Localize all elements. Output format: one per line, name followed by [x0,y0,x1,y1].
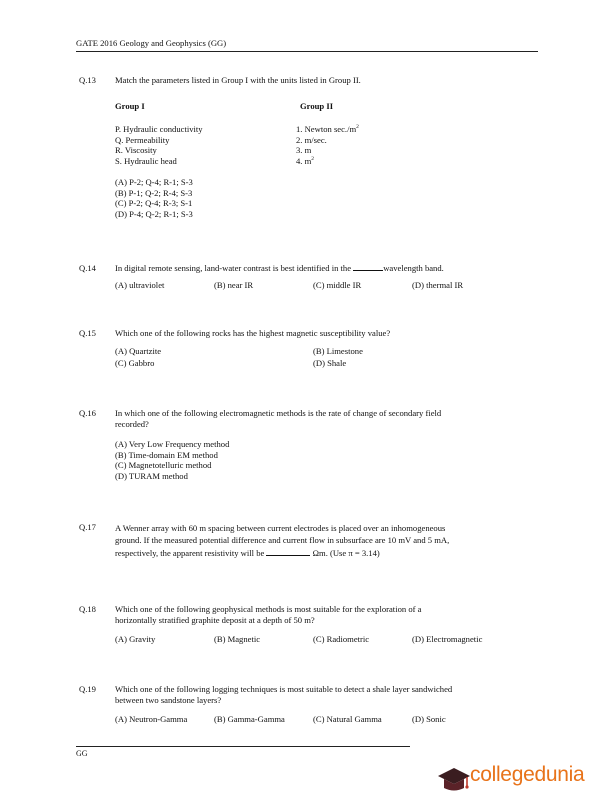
group-1-item: R. Viscosity [115,145,157,156]
answer-option: (A) ultraviolet [115,280,165,290]
answer-option: (C) middle IR [313,280,362,290]
question-text: In digital remote sensing, land-water contrast is best identified in the wavelength band. [115,263,444,273]
answer-blank [266,548,310,556]
answer-options [115,177,193,220]
group-2-item: 2. m/sec. [296,134,327,145]
answer-option: (C) Natural Gamma [313,714,382,724]
group-2-list [296,124,359,167]
answer-option: (D) Electromagnetic [412,634,483,644]
answer-option: (D) Sonic [412,714,446,724]
answer-option: (A) P-2; Q-4; R-1; S-3 [115,177,193,187]
question-number: Q.15 [79,328,96,338]
question-number: Q.19 [79,684,96,694]
question-text: In which one of the following electromagnetic methods is the rate of change of secondary field recorded? [115,408,442,429]
group-1-list [115,124,203,167]
answer-option: (B) Magnetic [214,634,261,644]
group-1-item: S. Hydraulic head [115,156,177,167]
group-2-item: 4. $m^2$ [296,156,315,167]
group-1-heading: Group I [115,101,145,111]
answer-option: (B) Time-domain EM method [115,449,218,460]
question-text: Which one of the following logging techniques is most suitable to detect a shale layer sandwiched between two sandstone layers? [115,684,453,705]
answer-option: (B) Gamma-Gamma [214,714,285,724]
question-text: A Wenner array with 60 m spacing between current electrodes is placed over an inhomogeneous ground. If the measured potential difference and current flow in subsurface are 10 mV and 5 mA, respectively, the apparent resistivity will be Ωm. (Use π = 3.14) [115,523,450,558]
answer-option: (C) Magnetotelluric method [115,460,212,471]
question-number: Q.18 [79,604,96,614]
group-2-item: 1. Newton $\sec./m^2$ [296,124,359,134]
page-header-title: GATE 2016 Geology and Geophysics (GG) [76,38,227,48]
answer-option: (A) Neutron-Gamma [115,714,188,724]
answer-option: (D) thermal IR [412,280,464,290]
answer-blank [353,263,383,271]
answer-option: (D) Shale [313,358,347,368]
footer-divider [76,746,410,747]
answer-option: (C) P-2; Q-4; R-3; S-1 [115,198,193,209]
answer-option: (C) Radiometric [313,634,370,644]
logo-wordmark: collegedunia [470,763,585,786]
answer-option: (A) Gravity [115,634,156,644]
question-number: Q.14 [79,263,96,273]
answer-option: (A) Quartzite [115,346,162,356]
answer-option: (D) TURAM method [115,471,188,482]
question-number: Q.17 [79,522,96,532]
answer-option: (D) P-4; Q-2; R-1; S-3 [115,209,193,220]
answer-option: (A) Very Low Frequency method [115,439,230,449]
group-1-item: Q. Permeability [115,134,170,145]
question-number: Q.13 [79,75,96,85]
graduation-cap-icon [434,762,474,792]
answer-options [115,439,229,482]
collegedunia-logo [434,762,604,792]
answer-option: (B) near IR [214,280,254,290]
group-2-heading: Group II [300,101,334,111]
question-number: Q.16 [79,408,96,418]
footer-code: GG [76,749,88,758]
answer-option: (B) Limestone [313,346,363,356]
header-divider [76,51,538,52]
question-text: Which one of the following rocks has the highest magnetic susceptibility value? [115,328,391,338]
group-2-item: 3. m [296,145,312,156]
question-text: Which one of the following geophysical methods is most suitable for the exploration of a horizontally stratified graphite deposit at a depth of 50 m? [115,604,422,625]
answer-option: (B) P-1; Q-2; R-4; S-3 [115,187,193,198]
question-text: Match the parameters listed in Group I with the units listed in Group II. [115,75,361,85]
group-1-item: P. Hydraulic conductivity [115,124,203,134]
answer-option: (C) Gabbro [115,358,155,368]
